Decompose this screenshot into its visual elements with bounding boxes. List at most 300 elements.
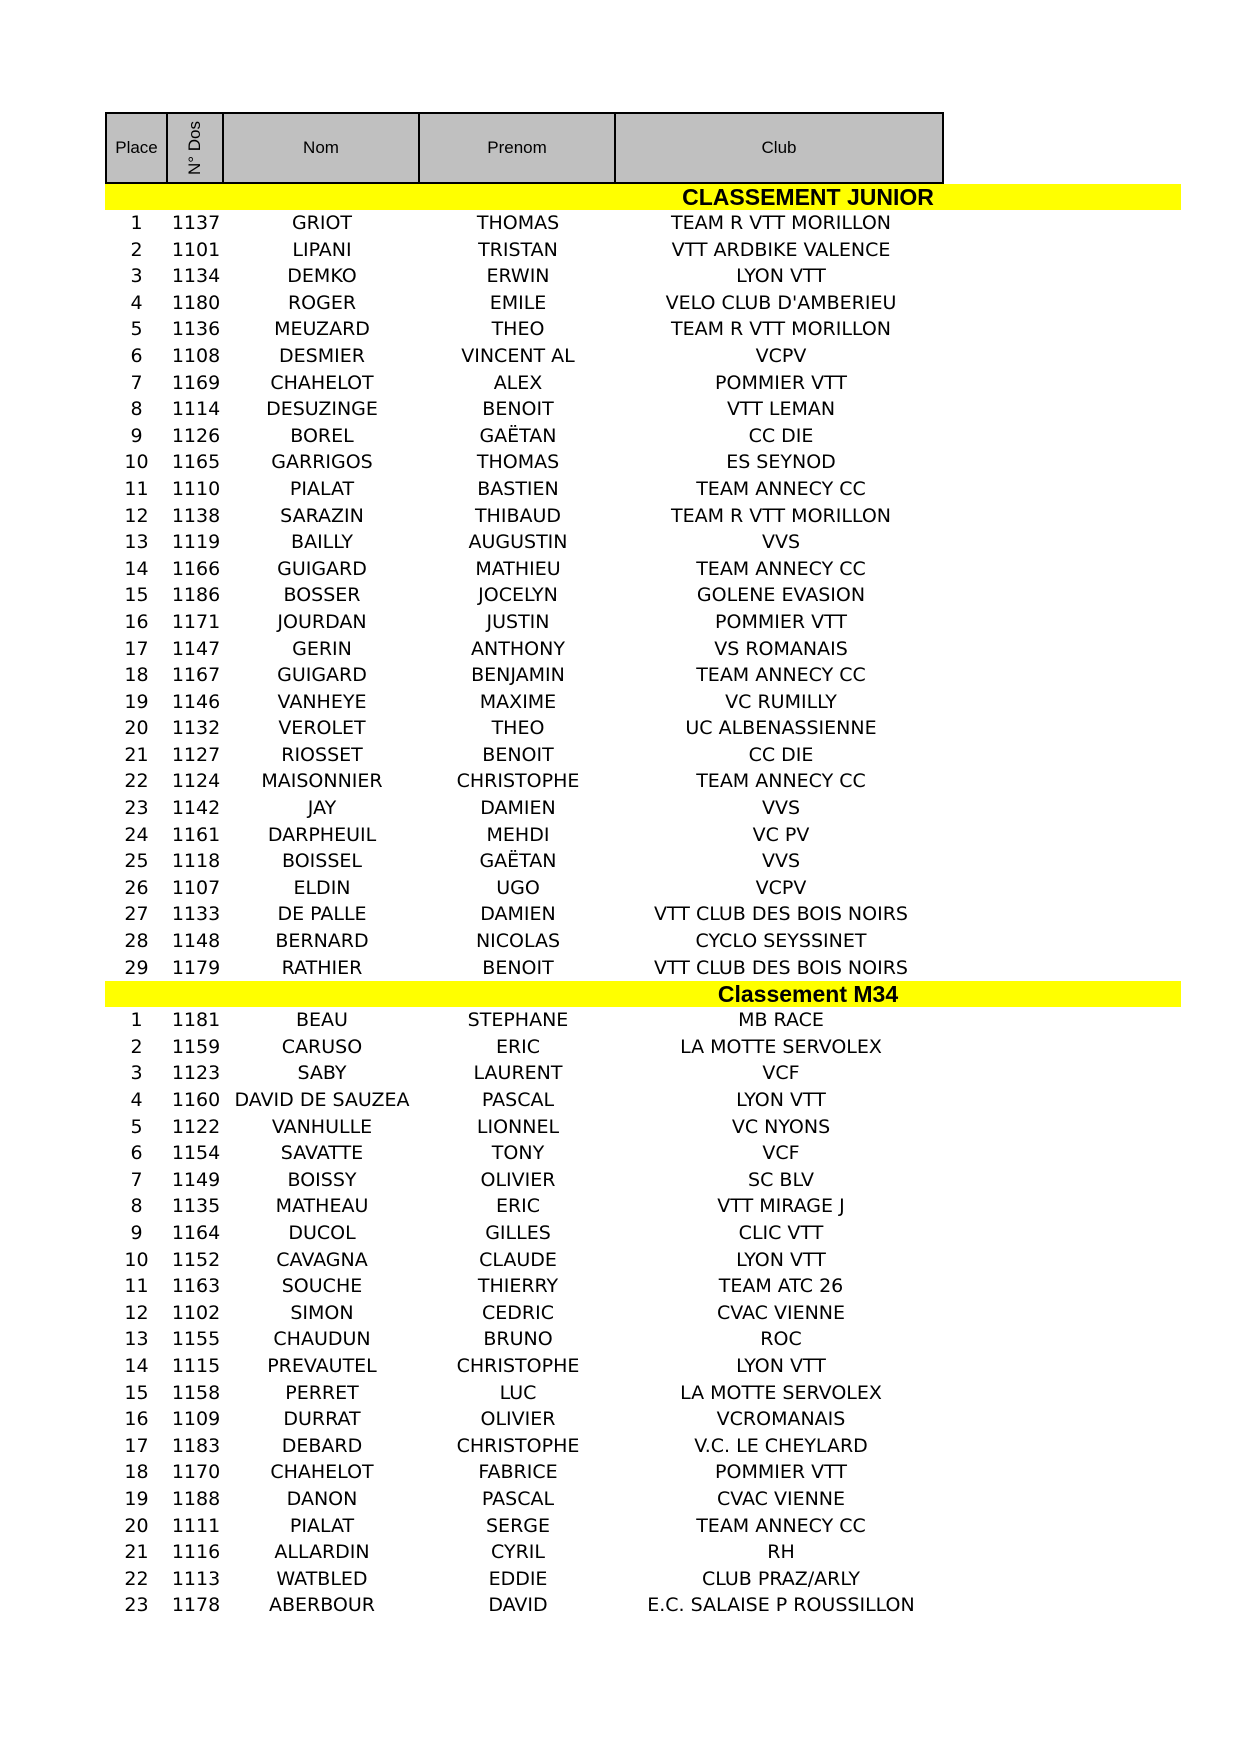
dos-cell: 1160 xyxy=(171,1089,221,1111)
dos-cell: 1149 xyxy=(171,1168,221,1191)
section-title: CLASSEMENT JUNIOR xyxy=(682,184,934,210)
place-cell: 22 xyxy=(124,1567,149,1590)
prenom-cell: DAMIEN xyxy=(480,797,556,820)
table-row xyxy=(105,1034,1181,1061)
header-prenom: Prenom xyxy=(418,112,616,184)
prenom-cell: STEPHANE xyxy=(467,1009,569,1032)
prenom-cell: BENOIT xyxy=(482,956,554,979)
nom-cell: GUIGARD xyxy=(277,557,367,580)
club-cell: VTT CLUB DES BOIS NOIRS xyxy=(654,956,908,979)
nom-cell: PERRET xyxy=(285,1381,359,1404)
prenom-cell: ERIC xyxy=(495,1035,541,1058)
table-row xyxy=(105,1539,1181,1566)
table-row xyxy=(105,423,1181,450)
table-row xyxy=(105,1380,1181,1407)
nom-cell: BOISSY xyxy=(287,1168,357,1191)
table-row xyxy=(105,290,1181,317)
dos-cell: 1124 xyxy=(171,770,221,793)
nom-cell: CARUSO xyxy=(281,1035,363,1058)
table-row xyxy=(105,1459,1181,1486)
nom-cell: BOISSEL xyxy=(282,850,362,873)
dos-cell: 1186 xyxy=(171,584,221,607)
nom-cell: DESUZINGE xyxy=(266,398,378,421)
dos-cell: 1138 xyxy=(171,504,221,527)
nom-cell: ABERBOUR xyxy=(268,1594,375,1617)
place-cell: 3 xyxy=(130,1062,143,1085)
prenom-cell: MEHDI xyxy=(486,823,550,846)
nom-cell: CAVAGNA xyxy=(276,1248,368,1271)
club-cell: LYON VTT xyxy=(736,1089,826,1111)
place-cell: 9 xyxy=(130,424,143,447)
dos-cell: 1113 xyxy=(171,1567,221,1590)
nom-cell: SAVATTE xyxy=(280,1142,364,1165)
club-cell: ES SEYNOD xyxy=(726,451,836,474)
club-cell: TEAM ANNECY CC xyxy=(696,770,866,793)
club-cell: CVAC VIENNE xyxy=(716,1301,846,1324)
place-cell: 17 xyxy=(124,637,149,660)
table-row xyxy=(105,928,1181,955)
prenom-cell: BRUNO xyxy=(483,1328,553,1351)
dos-cell: 1146 xyxy=(171,690,221,713)
table-row xyxy=(105,1406,1181,1433)
table-row xyxy=(105,476,1181,503)
table-row xyxy=(105,396,1181,423)
dos-cell: 1115 xyxy=(171,1354,221,1377)
nom-cell: ROGER xyxy=(287,291,357,314)
prenom-cell: EDDIE xyxy=(488,1567,548,1590)
nom-cell: DUCOL xyxy=(288,1221,356,1244)
table-row xyxy=(105,1220,1181,1247)
place-cell: 9 xyxy=(130,1221,143,1244)
table-row xyxy=(105,609,1181,636)
prenom-cell: THIBAUD xyxy=(474,504,562,527)
table-row xyxy=(105,556,1181,583)
place-cell: 14 xyxy=(124,1354,149,1377)
dos-cell: 1165 xyxy=(171,451,221,474)
prenom-cell: AUGUSTIN xyxy=(468,531,568,554)
place-cell: 11 xyxy=(124,1275,149,1298)
club-cell: VVS xyxy=(761,797,801,820)
place-cell: 12 xyxy=(124,504,149,527)
prenom-cell: JOCELYN xyxy=(478,584,558,607)
nom-cell: DEMKO xyxy=(287,265,357,288)
prenom-cell: GILLES xyxy=(485,1221,551,1244)
table-row xyxy=(105,662,1181,689)
prenom-cell: CEDRIC xyxy=(482,1301,554,1324)
table-row xyxy=(105,1592,1181,1619)
place-cell: 11 xyxy=(124,477,149,500)
club-cell: VCF xyxy=(762,1142,800,1165)
club-cell: POMMIER VTT xyxy=(715,371,847,394)
dos-cell: 1135 xyxy=(171,1195,221,1218)
dos-cell: 1123 xyxy=(171,1062,221,1085)
header-place: Place xyxy=(105,112,168,184)
header-nom: Nom xyxy=(222,112,420,184)
nom-cell: WATBLED xyxy=(276,1567,368,1590)
dos-cell: 1167 xyxy=(171,664,221,687)
table-row xyxy=(105,795,1181,822)
place-cell: 7 xyxy=(130,371,143,394)
section-band xyxy=(105,981,1181,1007)
club-cell: POMMIER VTT xyxy=(715,1461,847,1484)
dos-cell: 1107 xyxy=(171,876,221,899)
place-cell: 4 xyxy=(130,1089,143,1111)
club-cell: VC NYONS xyxy=(731,1115,831,1138)
club-cell: CLUB PRAZ/ARLY xyxy=(701,1567,861,1590)
place-cell: 4 xyxy=(130,291,143,314)
place-cell: 29 xyxy=(124,956,149,979)
club-cell: UC ALBENASSIENNE xyxy=(685,717,877,740)
place-cell: 23 xyxy=(124,1594,149,1617)
nom-cell: DESMIER xyxy=(279,344,365,367)
nom-cell: LIPANI xyxy=(292,238,352,261)
place-cell: 2 xyxy=(130,1035,143,1058)
club-cell: TEAM ANNECY CC xyxy=(696,664,866,687)
table-row xyxy=(105,263,1181,290)
table-row xyxy=(105,1300,1181,1327)
place-cell: 19 xyxy=(124,690,149,713)
place-cell: 19 xyxy=(124,1487,149,1510)
dos-cell: 1101 xyxy=(171,238,221,261)
prenom-cell: THEO xyxy=(491,318,545,341)
place-cell: 10 xyxy=(124,1248,149,1271)
nom-cell: DE PALLE xyxy=(277,903,367,926)
nom-cell: SIMON xyxy=(290,1301,354,1324)
prenom-cell: GAËTAN xyxy=(479,850,557,873)
dos-cell: 1114 xyxy=(171,398,221,421)
prenom-cell: FABRICE xyxy=(478,1461,558,1484)
dos-cell: 1116 xyxy=(171,1541,221,1564)
dos-cell: 1188 xyxy=(171,1487,221,1510)
dos-cell: 1163 xyxy=(171,1275,221,1298)
prenom-cell: TONY xyxy=(491,1142,545,1165)
prenom-cell: BENOIT xyxy=(482,398,554,421)
nom-cell: SOUCHE xyxy=(281,1275,363,1298)
place-cell: 13 xyxy=(124,1328,149,1351)
place-cell: 6 xyxy=(130,1142,143,1165)
place-cell: 14 xyxy=(124,557,149,580)
place-cell: 1 xyxy=(130,1009,143,1032)
prenom-cell: ERWIN xyxy=(486,265,550,288)
nom-cell: SARAZIN xyxy=(280,504,364,527)
table-row xyxy=(105,715,1181,742)
club-cell: CVAC VIENNE xyxy=(716,1487,846,1510)
dos-cell: 1110 xyxy=(171,477,221,500)
nom-cell: MEUZARD xyxy=(274,318,370,341)
dos-cell: 1169 xyxy=(171,371,221,394)
prenom-cell: CYRIL xyxy=(491,1541,545,1564)
prenom-cell: TRISTAN xyxy=(478,238,558,261)
section-title: Classement M34 xyxy=(717,981,899,1008)
place-cell: 8 xyxy=(130,1195,143,1218)
dos-cell: 1183 xyxy=(171,1434,221,1457)
prenom-cell: LUC xyxy=(499,1381,537,1404)
place-cell: 12 xyxy=(124,1301,149,1324)
dos-cell: 1179 xyxy=(171,956,221,979)
club-cell: VC PV xyxy=(752,823,810,846)
place-cell: 28 xyxy=(124,930,149,953)
dos-cell: 1152 xyxy=(171,1248,221,1271)
table-row xyxy=(105,1060,1181,1087)
prenom-cell: VINCENT AL xyxy=(461,344,575,367)
dos-cell: 1158 xyxy=(171,1381,221,1404)
prenom-cell: ALEX xyxy=(493,371,543,394)
table-row xyxy=(105,316,1181,343)
table-row xyxy=(105,1114,1181,1141)
club-cell: CC DIE xyxy=(748,424,814,447)
nom-cell: CHAUDUN xyxy=(273,1328,371,1351)
nom-cell: DURRAT xyxy=(283,1408,361,1431)
club-cell: VVS xyxy=(761,850,801,873)
prenom-cell: LIONNEL xyxy=(476,1115,560,1138)
prenom-cell: MAXIME xyxy=(479,690,557,713)
club-cell: VTT ARDBIKE VALENCE xyxy=(671,238,891,261)
table-row xyxy=(105,636,1181,663)
nom-cell: GERIN xyxy=(292,637,352,660)
prenom-cell: SERGE xyxy=(486,1514,550,1537)
nom-cell: PIALAT xyxy=(289,1514,355,1537)
prenom-cell: THOMAS xyxy=(476,451,560,474)
table-row xyxy=(105,1140,1181,1167)
dos-cell: 1118 xyxy=(171,850,221,873)
prenom-cell: THEO xyxy=(491,717,545,740)
club-cell: LYON VTT xyxy=(736,265,826,288)
dos-cell: 1136 xyxy=(171,318,221,341)
place-cell: 22 xyxy=(124,770,149,793)
table-row xyxy=(105,1566,1181,1593)
table-row xyxy=(105,955,1181,982)
place-cell: 16 xyxy=(124,610,149,633)
club-cell: TEAM R VTT MORILLON xyxy=(670,504,891,527)
nom-cell: GUIGARD xyxy=(277,664,367,687)
prenom-cell: MATHIEU xyxy=(475,557,561,580)
club-cell: VCF xyxy=(762,1062,800,1085)
nom-cell: DAVID DE SAUZEA xyxy=(234,1089,410,1111)
table-row xyxy=(105,1167,1181,1194)
header-dos-label: N° Dos xyxy=(185,120,204,176)
dos-cell: 1166 xyxy=(171,557,221,580)
club-cell: VCROMANAIS xyxy=(716,1408,846,1431)
nom-cell: ELDIN xyxy=(293,876,351,899)
place-cell: 21 xyxy=(124,743,149,766)
dos-cell: 1171 xyxy=(171,610,221,633)
table-row xyxy=(105,1513,1181,1540)
table-row xyxy=(105,210,1181,237)
nom-cell: ALLARDIN xyxy=(274,1541,370,1564)
place-cell: 27 xyxy=(124,903,149,926)
table-row xyxy=(105,582,1181,609)
nom-cell: BAILLY xyxy=(291,531,353,554)
dos-cell: 1109 xyxy=(171,1408,221,1431)
place-cell: 1 xyxy=(130,212,143,234)
club-cell: VTT CLUB DES BOIS NOIRS xyxy=(654,903,908,926)
place-cell: 15 xyxy=(124,584,149,607)
dos-cell: 1148 xyxy=(171,930,221,953)
nom-cell: BEAU xyxy=(296,1009,348,1032)
prenom-cell: BENJAMIN xyxy=(471,664,565,687)
nom-cell: RIOSSET xyxy=(281,743,363,766)
dos-cell: 1134 xyxy=(171,265,221,288)
place-cell: 18 xyxy=(124,664,149,687)
dos-cell: 1155 xyxy=(171,1328,221,1351)
place-cell: 20 xyxy=(124,717,149,740)
place-cell: 20 xyxy=(124,1514,149,1537)
prenom-cell: DAMIEN xyxy=(480,903,556,926)
prenom-cell: OLIVIER xyxy=(480,1168,556,1191)
club-cell: LYON VTT xyxy=(736,1248,826,1271)
place-cell: 10 xyxy=(124,451,149,474)
club-cell: POMMIER VTT xyxy=(715,610,847,633)
prenom-cell: LAURENT xyxy=(473,1062,563,1085)
club-cell: VELO CLUB D'AMBERIEU xyxy=(665,291,897,314)
nom-cell: BERNARD xyxy=(275,930,369,953)
nom-cell: RATHIER xyxy=(281,956,363,979)
club-cell: GOLENE EVASION xyxy=(696,584,866,607)
nom-cell: BOREL xyxy=(290,424,354,447)
club-cell: TEAM ANNECY CC xyxy=(696,557,866,580)
column-header-row xyxy=(105,112,1181,184)
table-row xyxy=(105,237,1181,264)
table-row xyxy=(105,1007,1181,1034)
prenom-cell: THIERRY xyxy=(477,1275,559,1298)
club-cell: VTT LEMAN xyxy=(726,398,836,421)
prenom-cell: THOMAS xyxy=(476,212,560,234)
prenom-cell: CHRISTOPHE xyxy=(456,1354,580,1377)
prenom-cell: BASTIEN xyxy=(477,477,559,500)
place-cell: 5 xyxy=(130,318,143,341)
place-cell: 7 xyxy=(130,1168,143,1191)
table-row xyxy=(105,1326,1181,1353)
results-sheet xyxy=(105,112,1181,1619)
prenom-cell: ANTHONY xyxy=(471,637,565,660)
table-row xyxy=(105,1247,1181,1274)
dos-cell: 1102 xyxy=(171,1301,221,1324)
club-cell: CC DIE xyxy=(748,743,814,766)
place-cell: 6 xyxy=(130,344,143,367)
place-cell: 16 xyxy=(124,1408,149,1431)
table-row xyxy=(105,1353,1181,1380)
place-cell: 13 xyxy=(124,531,149,554)
prenom-cell: UGO xyxy=(496,876,540,899)
nom-cell: VANHULLE xyxy=(271,1115,373,1138)
place-cell: 15 xyxy=(124,1381,149,1404)
dos-cell: 1154 xyxy=(171,1142,221,1165)
nom-cell: VANHEYE xyxy=(277,690,367,713)
club-cell: TEAM ATC 26 xyxy=(718,1275,844,1298)
section-band xyxy=(105,184,1181,210)
prenom-cell: BENOIT xyxy=(482,743,554,766)
table-row xyxy=(105,1486,1181,1513)
nom-cell: GARRIGOS xyxy=(271,451,373,474)
club-cell: LYON VTT xyxy=(736,1354,826,1377)
dos-cell: 1127 xyxy=(171,743,221,766)
club-cell: TEAM R VTT MORILLON xyxy=(670,318,891,341)
place-cell: 24 xyxy=(124,823,149,846)
club-cell: LA MOTTE SERVOLEX xyxy=(680,1035,882,1058)
place-cell: 8 xyxy=(130,398,143,421)
prenom-cell: ERIC xyxy=(495,1195,541,1218)
nom-cell: JAY xyxy=(307,797,337,820)
club-cell: VTT MIRAGE J xyxy=(717,1195,845,1218)
nom-cell: JOURDAN xyxy=(277,610,367,633)
dos-cell: 1133 xyxy=(171,903,221,926)
table-row xyxy=(105,449,1181,476)
dos-cell: 1147 xyxy=(171,637,221,660)
table-row xyxy=(105,1273,1181,1300)
table-row xyxy=(105,901,1181,928)
dos-cell: 1122 xyxy=(171,1115,221,1138)
nom-cell: SABY xyxy=(297,1062,347,1085)
place-cell: 25 xyxy=(124,850,149,873)
club-cell: ROC xyxy=(760,1328,802,1351)
dos-cell: 1132 xyxy=(171,717,221,740)
club-cell: V.C. LE CHEYLARD xyxy=(694,1434,868,1457)
header-dos xyxy=(166,112,224,184)
dos-cell: 1137 xyxy=(171,212,221,234)
club-cell: MB RACE xyxy=(738,1009,824,1032)
place-cell: 5 xyxy=(130,1115,143,1138)
club-cell: E.C. SALAISE P ROUSSILLON xyxy=(647,1594,915,1617)
dos-cell: 1161 xyxy=(171,823,221,846)
dos-cell: 1159 xyxy=(171,1035,221,1058)
prenom-cell: OLIVIER xyxy=(480,1408,556,1431)
prenom-cell: EMILE xyxy=(489,291,547,314)
table-row xyxy=(105,343,1181,370)
results-body xyxy=(105,184,1181,1619)
dos-cell: 1126 xyxy=(171,424,221,447)
prenom-cell: CHRISTOPHE xyxy=(456,770,580,793)
table-row xyxy=(105,768,1181,795)
prenom-cell: CLAUDE xyxy=(479,1248,557,1271)
club-cell: VCPV xyxy=(755,344,807,367)
club-cell: SC BLV xyxy=(748,1168,814,1191)
club-cell: TEAM ANNECY CC xyxy=(696,477,866,500)
table-row xyxy=(105,503,1181,530)
club-cell: CYCLO SEYSSINET xyxy=(695,930,867,953)
club-cell: VS ROMANAIS xyxy=(714,637,848,660)
nom-cell: GRIOT xyxy=(291,212,353,234)
nom-cell: PIALAT xyxy=(289,477,355,500)
prenom-cell: CHRISTOPHE xyxy=(456,1434,580,1457)
place-cell: 17 xyxy=(124,1434,149,1457)
club-cell: CLIC VTT xyxy=(738,1221,824,1244)
club-cell: VCPV xyxy=(755,876,807,899)
table-row xyxy=(105,822,1181,849)
nom-cell: DARPHEUIL xyxy=(267,823,377,846)
table-row xyxy=(105,1433,1181,1460)
place-cell: 3 xyxy=(130,265,143,288)
table-row xyxy=(105,529,1181,556)
dos-cell: 1180 xyxy=(171,291,221,314)
nom-cell: BOSSER xyxy=(283,584,361,607)
dos-cell: 1178 xyxy=(171,1594,221,1617)
nom-cell: MATHEAU xyxy=(275,1195,369,1218)
dos-cell: 1164 xyxy=(171,1221,221,1244)
table-row xyxy=(105,370,1181,397)
club-cell: TEAM ANNECY CC xyxy=(696,1514,866,1537)
header-club: Club xyxy=(614,112,944,184)
table-row xyxy=(105,742,1181,769)
nom-cell: MAISONNIER xyxy=(261,770,383,793)
nom-cell: VEROLET xyxy=(278,717,366,740)
place-cell: 21 xyxy=(124,1541,149,1564)
prenom-cell: PASCAL xyxy=(481,1089,555,1111)
nom-cell: DANON xyxy=(286,1487,358,1510)
prenom-cell: DAVID xyxy=(488,1594,548,1617)
table-row xyxy=(105,848,1181,875)
dos-cell: 1111 xyxy=(171,1514,221,1537)
place-cell: 2 xyxy=(130,238,143,261)
